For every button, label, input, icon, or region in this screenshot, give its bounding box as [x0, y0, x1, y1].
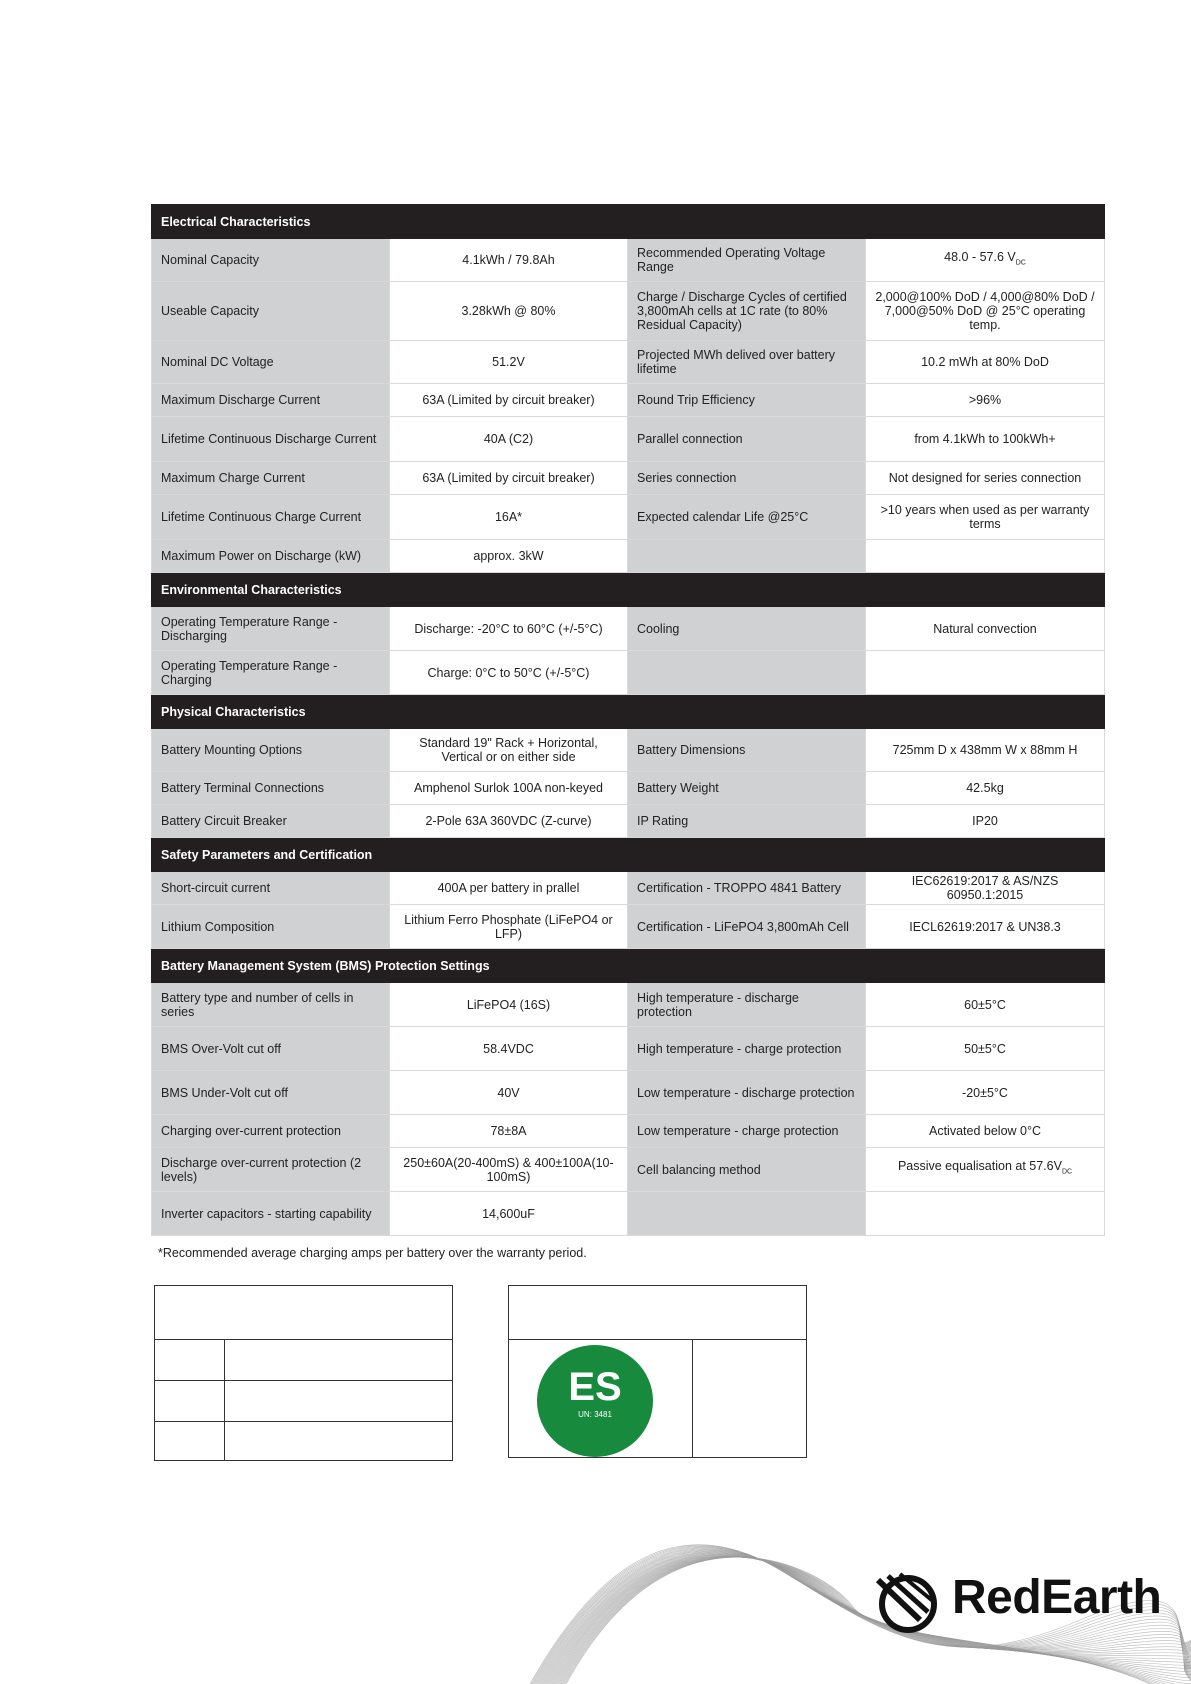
section-header [152, 205, 1105, 239]
spec-row [152, 282, 1105, 341]
spec-value: 3.28kWh @ 80% [390, 282, 628, 341]
spec-label: Certification - TROPPO 4841 Battery [628, 872, 866, 905]
spec-label: Inverter capacitors - starting capability [152, 1192, 390, 1236]
spec-row [152, 495, 1105, 540]
spec-label: Operating Temperature Range - Charging [152, 651, 390, 695]
spec-value: 50±5°C [866, 1027, 1105, 1071]
spec-label: Parallel connection [628, 417, 866, 462]
spec-row [152, 1071, 1105, 1115]
spec-label: Nominal Capacity [152, 239, 390, 282]
spec-value: Natural convection [866, 607, 1105, 651]
section-title: Physical Characteristics [152, 695, 1105, 729]
spec-label: IP Rating [628, 805, 866, 838]
spec-value: Lithium Ferro Phosphate (LiFePO4 or LFP) [390, 905, 628, 949]
section-title: Battery Management System (BMS) Protection Settings [152, 949, 1105, 983]
spec-value: 48.0 - 57.6 $V_{DC}$ [866, 239, 1105, 282]
spec-label: Certification - LiFePO4 3,800mAh Cell [628, 905, 866, 949]
empty-info-box-left [154, 1285, 453, 1461]
spec-label: Battery Terminal Connections [152, 772, 390, 805]
box-divider [508, 1339, 807, 1340]
redearth-logo-icon [876, 1572, 940, 1636]
section-header [152, 949, 1105, 983]
spec-value: Passive equalisation at $57.6V_{DC}$ [866, 1148, 1105, 1192]
section-title: Electrical Characteristics [152, 205, 1105, 239]
spec-label: Charge / Discharge Cycles of certified 3,800mAh cells at 1C rate (to 80% Residual Capacity) [628, 282, 866, 341]
spec-value: 400A per battery in prallel [390, 872, 628, 905]
section-header [152, 838, 1105, 872]
spec-value [866, 1192, 1105, 1236]
spec-label: Recommended Operating Voltage Range [628, 239, 866, 282]
spec-value [866, 651, 1105, 695]
spec-value: Standard 19" Rack + Horizontal, Vertical or on either side [390, 729, 628, 772]
spec-row [152, 983, 1105, 1027]
spec-value: 250±60A(20-400mS) & 400±100A(10-100mS) [390, 1148, 628, 1192]
spec-label: Lithium Composition [152, 905, 390, 949]
spec-label: Cell balancing method [628, 1148, 866, 1192]
spec-label: Maximum Discharge Current [152, 384, 390, 417]
spec-value: IP20 [866, 805, 1105, 838]
spec-label: Battery Weight [628, 772, 866, 805]
section-title: Environmental Characteristics [152, 573, 1105, 607]
spec-value: >96% [866, 384, 1105, 417]
spec-value: 42.5kg [866, 772, 1105, 805]
spec-row [152, 872, 1105, 905]
spec-label: Short-circuit current [152, 872, 390, 905]
spec-row [152, 462, 1105, 495]
spec-label: Discharge over-current protection (2 levels) [152, 1148, 390, 1192]
spec-value: 40V [390, 1071, 628, 1115]
spec-value: Not designed for series connection [866, 462, 1105, 495]
box-divider [692, 1339, 693, 1458]
spec-value: 725mm D x 438mm W x 88mm H [866, 729, 1105, 772]
spec-label: Lifetime Continuous Charge Current [152, 495, 390, 540]
spec-value: 4.1kWh / 79.8Ah [390, 239, 628, 282]
spec-value: Activated below 0°C [866, 1115, 1105, 1148]
spec-row [152, 1192, 1105, 1236]
spec-value: 2,000@100% DoD / 4,000@80% DoD / 7,000@50% DoD @ 25°C operating temp. [866, 282, 1105, 341]
spec-row [152, 651, 1105, 695]
spec-value: Amphenol Surlok 100A non-keyed [390, 772, 628, 805]
spec-value: 60±5°C [866, 983, 1105, 1027]
box-divider [224, 1339, 225, 1461]
unit-subscript: DC [1015, 259, 1026, 267]
spec-label: Battery Mounting Options [152, 729, 390, 772]
spec-label [628, 1192, 866, 1236]
spec-value: 58.4VDC [390, 1027, 628, 1071]
spec-row [152, 540, 1105, 573]
spec-row [152, 805, 1105, 838]
box-divider [154, 1421, 453, 1422]
spec-value: approx. 3kW [390, 540, 628, 573]
section-title: Safety Parameters and Certification [152, 838, 1105, 872]
spec-label: BMS Over-Volt cut off [152, 1027, 390, 1071]
spec-row [152, 1148, 1105, 1192]
spec-value: 78±8A [390, 1115, 628, 1148]
redearth-logo-wordmark: RedEarth [952, 1571, 1162, 1624]
spec-value: 10.2 mWh at 80% DoD [866, 341, 1105, 384]
badge-un-number: UN: 3481 [578, 1410, 612, 1419]
spec-label: BMS Under-Volt cut off [152, 1071, 390, 1115]
spec-row [152, 239, 1105, 282]
spec-row [152, 729, 1105, 772]
spec-label: Charging over-current protection [152, 1115, 390, 1148]
spec-label: High temperature - charge protection [628, 1027, 866, 1071]
spec-value: from 4.1kWh to 100kWh+ [866, 417, 1105, 462]
spec-value: 51.2V [390, 341, 628, 384]
spec-label: Low temperature - discharge protection [628, 1071, 866, 1115]
spec-value: 14,600uF [390, 1192, 628, 1236]
spec-row [152, 1027, 1105, 1071]
spec-label: High temperature - discharge protection [628, 983, 866, 1027]
spec-row [152, 772, 1105, 805]
spec-row [152, 384, 1105, 417]
spec-row [152, 1115, 1105, 1148]
spec-value: IEC62619:2017 & AS/NZS 60950.1:2015 [866, 872, 1105, 905]
spec-label: Maximum Charge Current [152, 462, 390, 495]
spec-value: 16A* [390, 495, 628, 540]
hazard-badge [537, 1345, 653, 1457]
unit-subscript: DC [1061, 1168, 1073, 1176]
spec-label: Battery type and number of cells in series [152, 983, 390, 1027]
spec-label: Lifetime Continuous Discharge Current [152, 417, 390, 462]
box-divider [154, 1339, 453, 1340]
specifications-table [151, 204, 1105, 1236]
spec-value: Discharge: -20°C to 60°C (+/-5°C) [390, 607, 628, 651]
spec-row [152, 905, 1105, 949]
box-divider [154, 1380, 453, 1381]
spec-value [866, 540, 1105, 573]
spec-row [152, 417, 1105, 462]
spec-label: Battery Circuit Breaker [152, 805, 390, 838]
section-header [152, 573, 1105, 607]
spec-value: -20±5°C [866, 1071, 1105, 1115]
spec-label: Operating Temperature Range - Discharging [152, 607, 390, 651]
badge-code: ES [568, 1365, 622, 1409]
spec-label [628, 540, 866, 573]
footnote: *Recommended average charging amps per battery over the warranty period. [158, 1246, 587, 1260]
spec-value: >10 years when used as per warranty terms [866, 495, 1105, 540]
spec-value: 40A (C2) [390, 417, 628, 462]
spec-label: Battery Dimensions [628, 729, 866, 772]
spec-value: 63A (Limited by circuit breaker) [390, 384, 628, 417]
section-header [152, 695, 1105, 729]
spec-label: Cooling [628, 607, 866, 651]
spec-label: Round Trip Efficiency [628, 384, 866, 417]
spec-label: Maximum Power on Discharge (kW) [152, 540, 390, 573]
spec-label: Series connection [628, 462, 866, 495]
spec-value: LiFePO4 (16S) [390, 983, 628, 1027]
spec-label: Low temperature - charge protection [628, 1115, 866, 1148]
spec-label: Useable Capacity [152, 282, 390, 341]
spec-row [152, 341, 1105, 384]
spec-value: Charge: 0°C to 50°C (+/-5°C) [390, 651, 628, 695]
spec-label: Nominal DC Voltage [152, 341, 390, 384]
spec-value: 63A (Limited by circuit breaker) [390, 462, 628, 495]
spec-value: IECL62619:2017 & UN38.3 [866, 905, 1105, 949]
spec-label: Expected calendar Life @25°C [628, 495, 866, 540]
spec-label [628, 651, 866, 695]
spec-label: Projected MWh delived over battery lifetime [628, 341, 866, 384]
spec-row [152, 607, 1105, 651]
spec-value: 2-Pole 63A 360VDC (Z-curve) [390, 805, 628, 838]
